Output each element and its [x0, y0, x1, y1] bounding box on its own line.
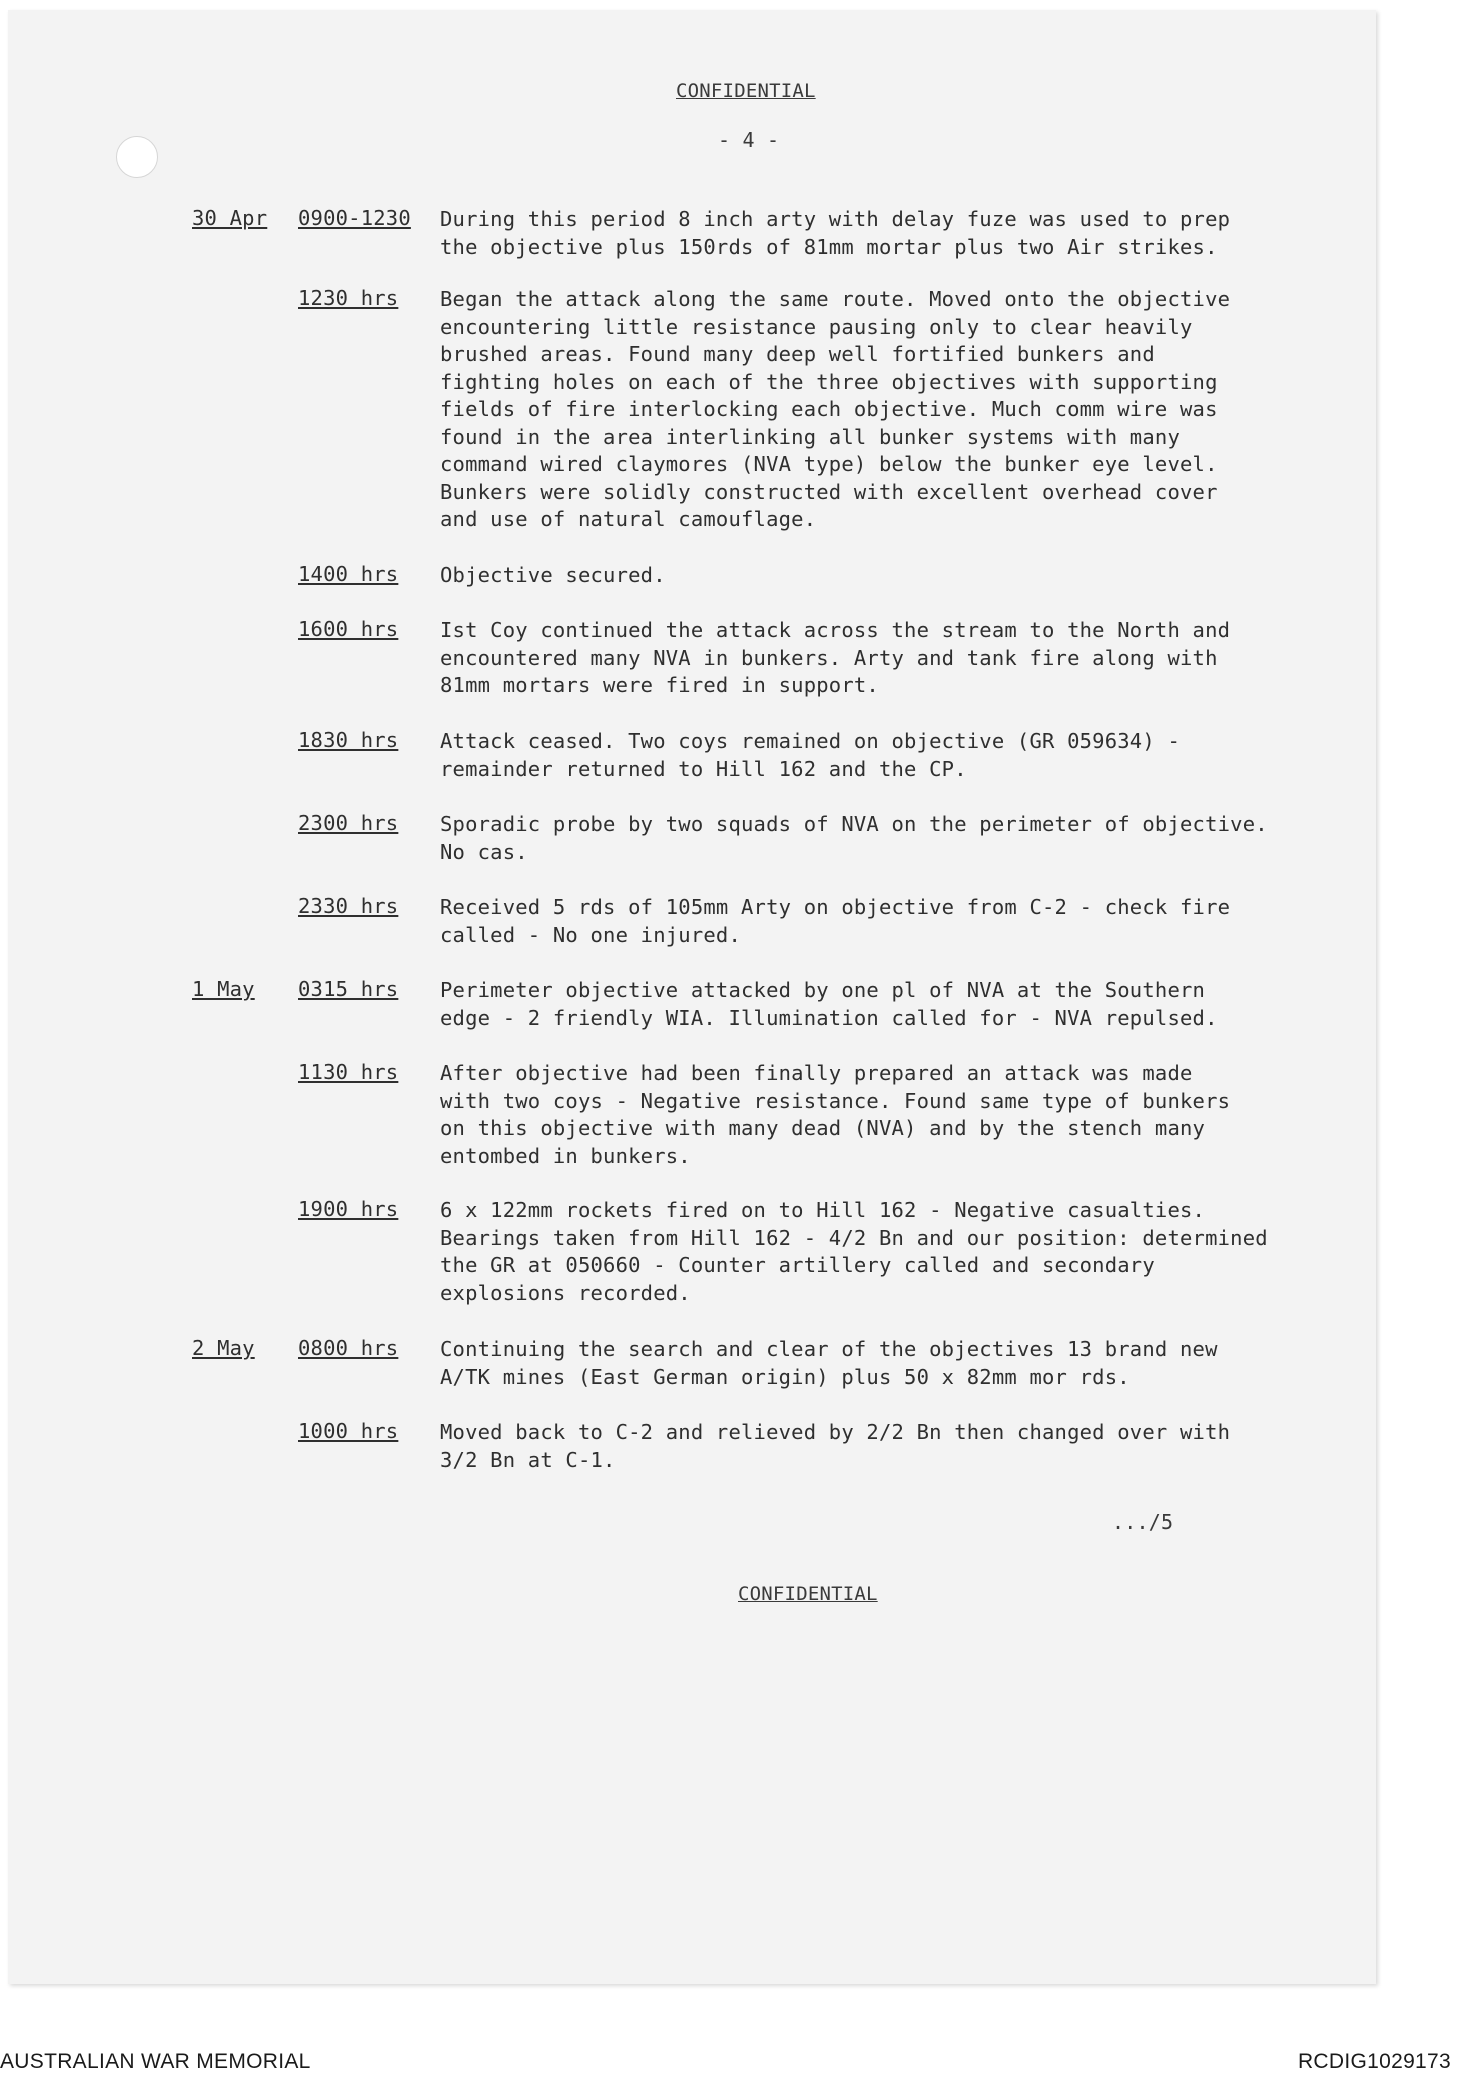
- entry-time: 0900-1230: [298, 206, 411, 230]
- entry-text: Perimeter objective attacked by one pl of NVA at the Southern edge - 2 friendly WIA. Illumination called for - NVA repulsed.: [440, 978, 1218, 1030]
- entry-text: Continuing the search and clear of the objectives 13 brand new A/TK mines (East German origin) plus 50 x 82mm mor rds.: [440, 1337, 1218, 1389]
- entry-time: 1600 hrs: [298, 617, 399, 641]
- archive-source: AUSTRALIAN WAR MEMORIAL: [0, 2050, 311, 2073]
- entry-time: 1130 hrs: [298, 1060, 399, 1084]
- entry-date: 2 May: [192, 1336, 255, 1360]
- entry-text: 6 x 122mm rockets fired on to Hill 162 - Negative casualties. Bearings taken from Hill 162 - 4/2 Bn and our position: determined the GR at 050660 - Counter artillery called and secondary explosions recorded.: [440, 1198, 1268, 1305]
- entry-text: Objective secured.: [440, 563, 666, 587]
- document-page: [8, 10, 1376, 1984]
- classification-footer: CONFIDENTIAL: [738, 1583, 878, 1605]
- entry-time: 1000 hrs: [298, 1419, 399, 1443]
- entry-time: 2300 hrs: [298, 811, 399, 835]
- entry-time: 2330 hrs: [298, 894, 399, 918]
- archive-record-id: RCDIG1029173: [1297, 2050, 1451, 2073]
- entry-text: Received 5 rds of 105mm Arty on objective from C-2 - check fire called - No one injured.: [440, 895, 1231, 947]
- entry-time: 1900 hrs: [298, 1197, 399, 1221]
- entry-text: Moved back to C-2 and relieved by 2/2 Bn then changed over with 3/2 Bn at C-1.: [440, 1420, 1231, 1472]
- entry-date: 1 May: [192, 977, 255, 1001]
- entry-text: Sporadic probe by two squads of NVA on the perimeter of objective. No cas.: [440, 812, 1268, 864]
- entry-time: 1400 hrs: [298, 562, 399, 586]
- entry-text: Began the attack along the same route. Moved onto the objective encountering little resistance pausing only to clear heavily brushed areas. Found many deep well fortified bunkers and fighting holes on each of the three objectives with supporting fields of fire interlocking each objective. Much comm wire was found in the area interlinking all bunker systems with many command wired claymores (NVA type) below the bunker eye level. Bunkers were solidly constructed with excellent overhead cover and use of natural camouflage.: [440, 287, 1231, 531]
- page-number: - 4 -: [718, 128, 780, 152]
- entry-time: 1230 hrs: [298, 286, 399, 310]
- entry-time: 0315 hrs: [298, 977, 399, 1001]
- entry-text: After objective had been finally prepared an attack was made with two coys - Negative resistance. Found same type of bunkers on this objective with many dead (NVA) and by the stench many entombed in bunkers.: [440, 1061, 1231, 1168]
- entry-date: 30 Apr: [192, 206, 268, 230]
- entry-time: 1830 hrs: [298, 728, 399, 752]
- entry-text: During this period 8 inch arty with delay fuze was used to prep the objective plus 150rds of 81mm mortar plus two Air strikes.: [440, 207, 1231, 259]
- entry-text: Ist Coy continued the attack across the stream to the North and encountered many NVA in bunkers. Arty and tank fire along with 81mm mortars were fired in support.: [440, 618, 1231, 697]
- entry-time: 0800 hrs: [298, 1336, 399, 1360]
- punch-hole: [116, 136, 158, 178]
- entry-text: Attack ceased. Two coys remained on objective (GR 059634) - remainder returned to Hill 162 and the CP.: [440, 729, 1180, 781]
- classification-header: CONFIDENTIAL: [676, 80, 816, 102]
- continuation-mark: .../5: [1112, 1510, 1174, 1534]
